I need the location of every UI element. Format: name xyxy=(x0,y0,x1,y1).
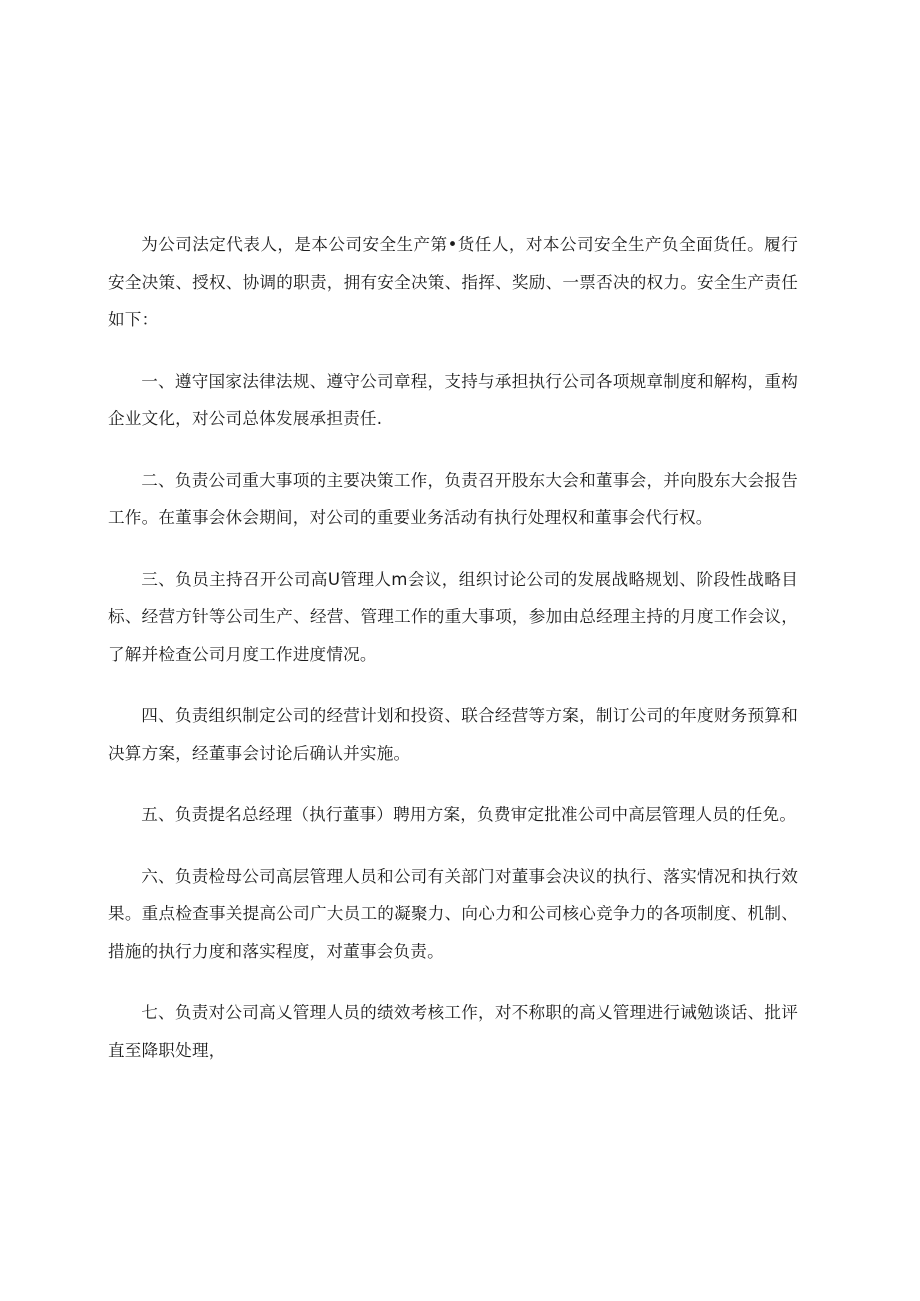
paragraph-item-4: 四、负责组织制定公司的经营计划和投资、联合经营等方案，制订公司的年度财务预算和决算方案，经董事会讨论后确认并实施。 xyxy=(108,706,798,763)
paragraph-intro: 为公司法定代表人，是本公司安全生产第•货任人，对本公司安全生产负全面货任。履行安全决策、授权、协调的职责，拥有安全决策、指挥、奖励、一票否决的权力。安全生产责任如下： xyxy=(108,235,798,329)
paragraph-item-2: 二、负责公司重大事项的主要决策工作，负责召开股东大会和董事会，并向股东大会报告工作。在董事会休会期间，对公司的重要业务活动有执行处理权和董事会代行权。 xyxy=(108,470,798,527)
paragraph-item-5: 五、负责提名总经理（执行董事）聘用方案，负费审定批准公司中高层管理人员的任免。 xyxy=(141,805,797,824)
paragraph-item-3: 三、负员主持召开公司高U管理人m会议，组织讨论公司的发展战略规划、阶段性战略目标、经营方针等公司生产、经营、管理工作的重大事项，参加由总经理主持的月度工作会议，了解并检查公司月度工作进度情况。 xyxy=(108,569,798,664)
paragraph-item-7: 七、负责对公司高乂管理人员的绩效考核工作，对不称职的高乂管理进行诫勉谈话、批评直至降职处理， xyxy=(108,1003,798,1060)
document-body xyxy=(108,226,798,1093)
paragraph-item-6: 六、负责检母公司高层管理人员和公司有关部门对董事会决议的执行、落实情况和执行效果。重点检查事关提高公司广大员工的凝聚力、向心力和公司核心竞争力的各项制度、机制、措施的执行力度和落实程度，对董事会负责。 xyxy=(108,866,798,961)
paragraph-item-1: 一、遵守国家法律法规、遵守公司章程，支持与承担执行公司各项规章制度和解构，重构企业文化，对公司总体发展承担责任. xyxy=(108,371,798,428)
